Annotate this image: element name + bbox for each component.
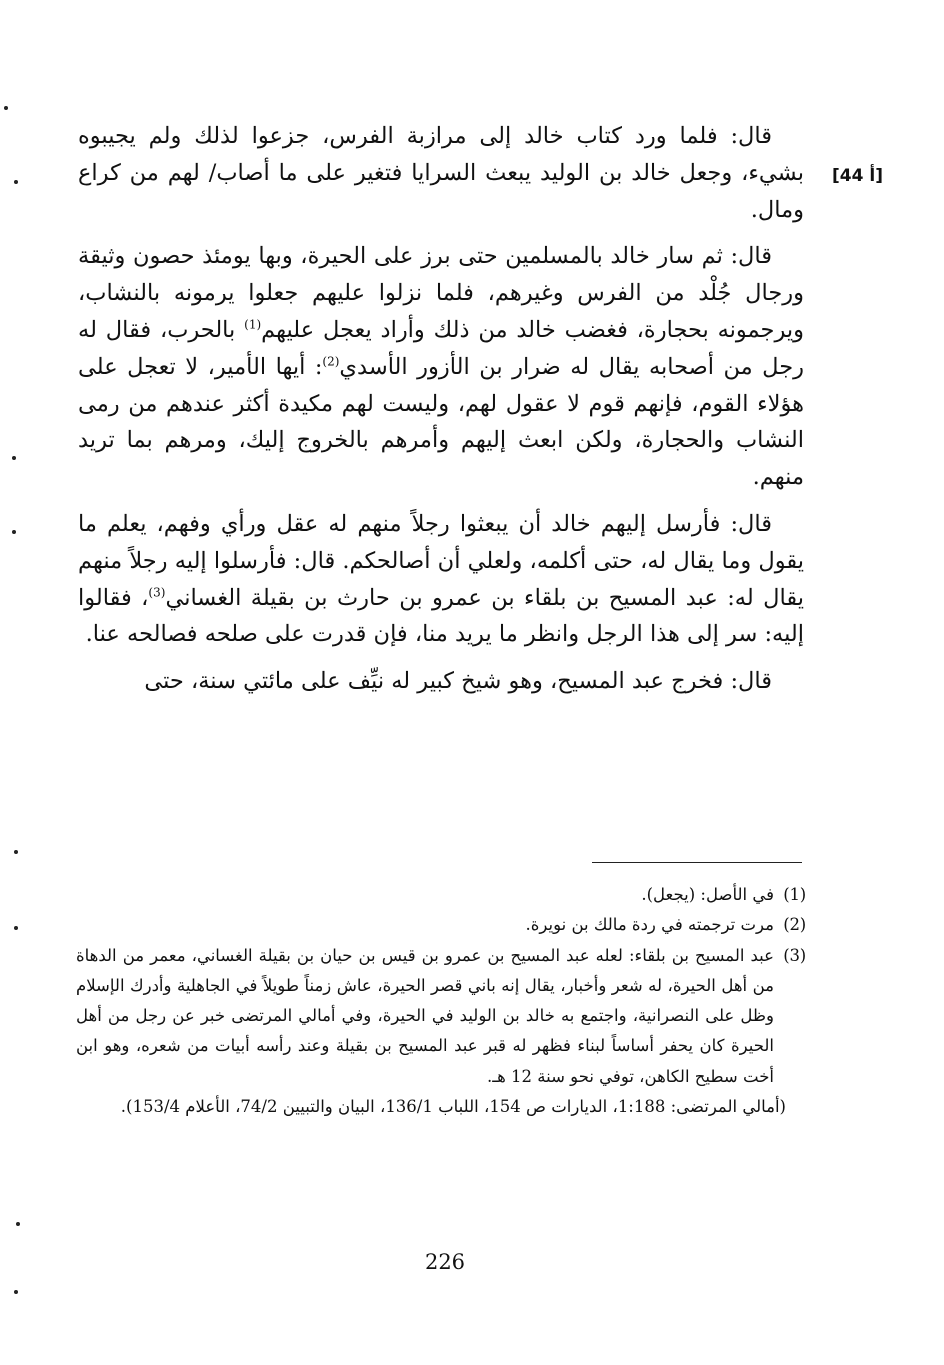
scan-mark	[12, 456, 16, 460]
margin-folio-note: [44 أ]	[832, 166, 883, 186]
paragraph: قال: فخرج عبد المسيح، وهو شيخ كبير له نيِّف على مائتي سنة، حتى	[144, 668, 772, 695]
scan-mark	[14, 926, 18, 930]
scan-mark	[14, 180, 18, 184]
footnote: (2)مرت ترجمته في ردة مالك بن نويرة.	[76, 910, 806, 940]
main-text	[78, 118, 804, 700]
scan-mark	[4, 106, 8, 110]
footnote-ref: (1)	[244, 317, 262, 332]
paragraph: قال: فأرسل إليهم خالد أن يبعثوا رجلاً منهم له عقل ورأي وفهم، يعلم ما يقول وما يقال له، حتى أكلمه، ولعلي أن أصالحكم. قال: فأرسلوا إليه رجلاً منهم يقال له: عبد المسيح بن بلقاء بن عمرو بن حارث بن بقيلة الغساني$^{(3)}$، فقالوا إليه: سر إلى هذا الرجل وانظر ما يريد منا، فإن قدرت على صلحه فصالحه عنا.	[78, 510, 804, 648]
paragraph: قال: ثم سار خالد بالمسلمين حتى برز على الحيرة، وبها يومئذ حصون وثيقة ورجال جُلْد من الفرس وغيرهم، فلما نزلوا عليهم جعلوا يرمونه بالنشاب، ويرجمونه بحجارة، فغضب خالد من ذلك وأراد يعجل عليهم$^{(1)}$ بالحرب، فقال له رجل من أصحابه يقال له ضرار بن الأزور الأسدي$^{(2)}$: أيها الأمير، لا تعجل على هؤلاء القوم، فإنهم قوم لا عقول لهم، وليست لهم مكيدة أكثر عندهم من رمى النشاب والحجارة، ولكن ابعث إليهم وأمرهم بالخروج إليك، ومرهم بما تريد منهم.	[78, 243, 805, 491]
footnote-marker: (3)	[783, 945, 806, 965]
footnote-marker: (2)	[783, 915, 806, 935]
paragraph: قال: فلما ورد كتاب خالد إلى مرازبة الفرس، جزعوا لذلك ولم يجيبوه بشيء، وجعل خالد بن الوليد يبعث السرايا فتغير على ما أصاب/ لهم من كراع ومال.	[78, 123, 804, 223]
footnote-divider	[592, 862, 802, 863]
footnote: (1)في الأصل: (يجعل).	[76, 880, 806, 910]
scan-mark	[14, 1290, 18, 1294]
footnote-ref: (2)	[322, 354, 340, 369]
footnotes	[76, 880, 806, 1122]
scan-mark	[16, 1222, 20, 1226]
page-number: 226	[424, 1250, 466, 1274]
footnote-marker: (1)	[783, 885, 806, 904]
footnote-sources: (أمالي المرتضى: 1:188، الديارات ص 154، اللباب 136/1، البيان والتبيين 74/2، الأعلام 153/4).	[120, 1097, 786, 1117]
scan-mark	[14, 850, 18, 854]
footnote: (3)عبد المسيح بن بلقاء: لعله عبد المسيح بن عمرو بن قيس بن حيان بن بقيلة الغساني، معمر من الدهاة من أهل الحيرة، له شعر وأخبار، يقال إنه باني قصر الحيرة، عاش زمناً طويلاً في الجاهلية وأدرك الإسلام وظل على النصرانية، واجتمع به خالد بن الوليد في الحيرة، وفي أمالي المرتضى خبر عن رجل من أهل الحيرة كان يحفر أساساً لبناء فظهر له قبر عبد المسيح بن بقيلة وعند رأسه أبيات من شعره، وهو ابن أخت سطيح الكاهن، توفي نحو سنة 12 هـ.	[76, 941, 806, 1092]
scan-mark	[12, 530, 16, 534]
footnote-ref: (3)	[148, 585, 166, 600]
